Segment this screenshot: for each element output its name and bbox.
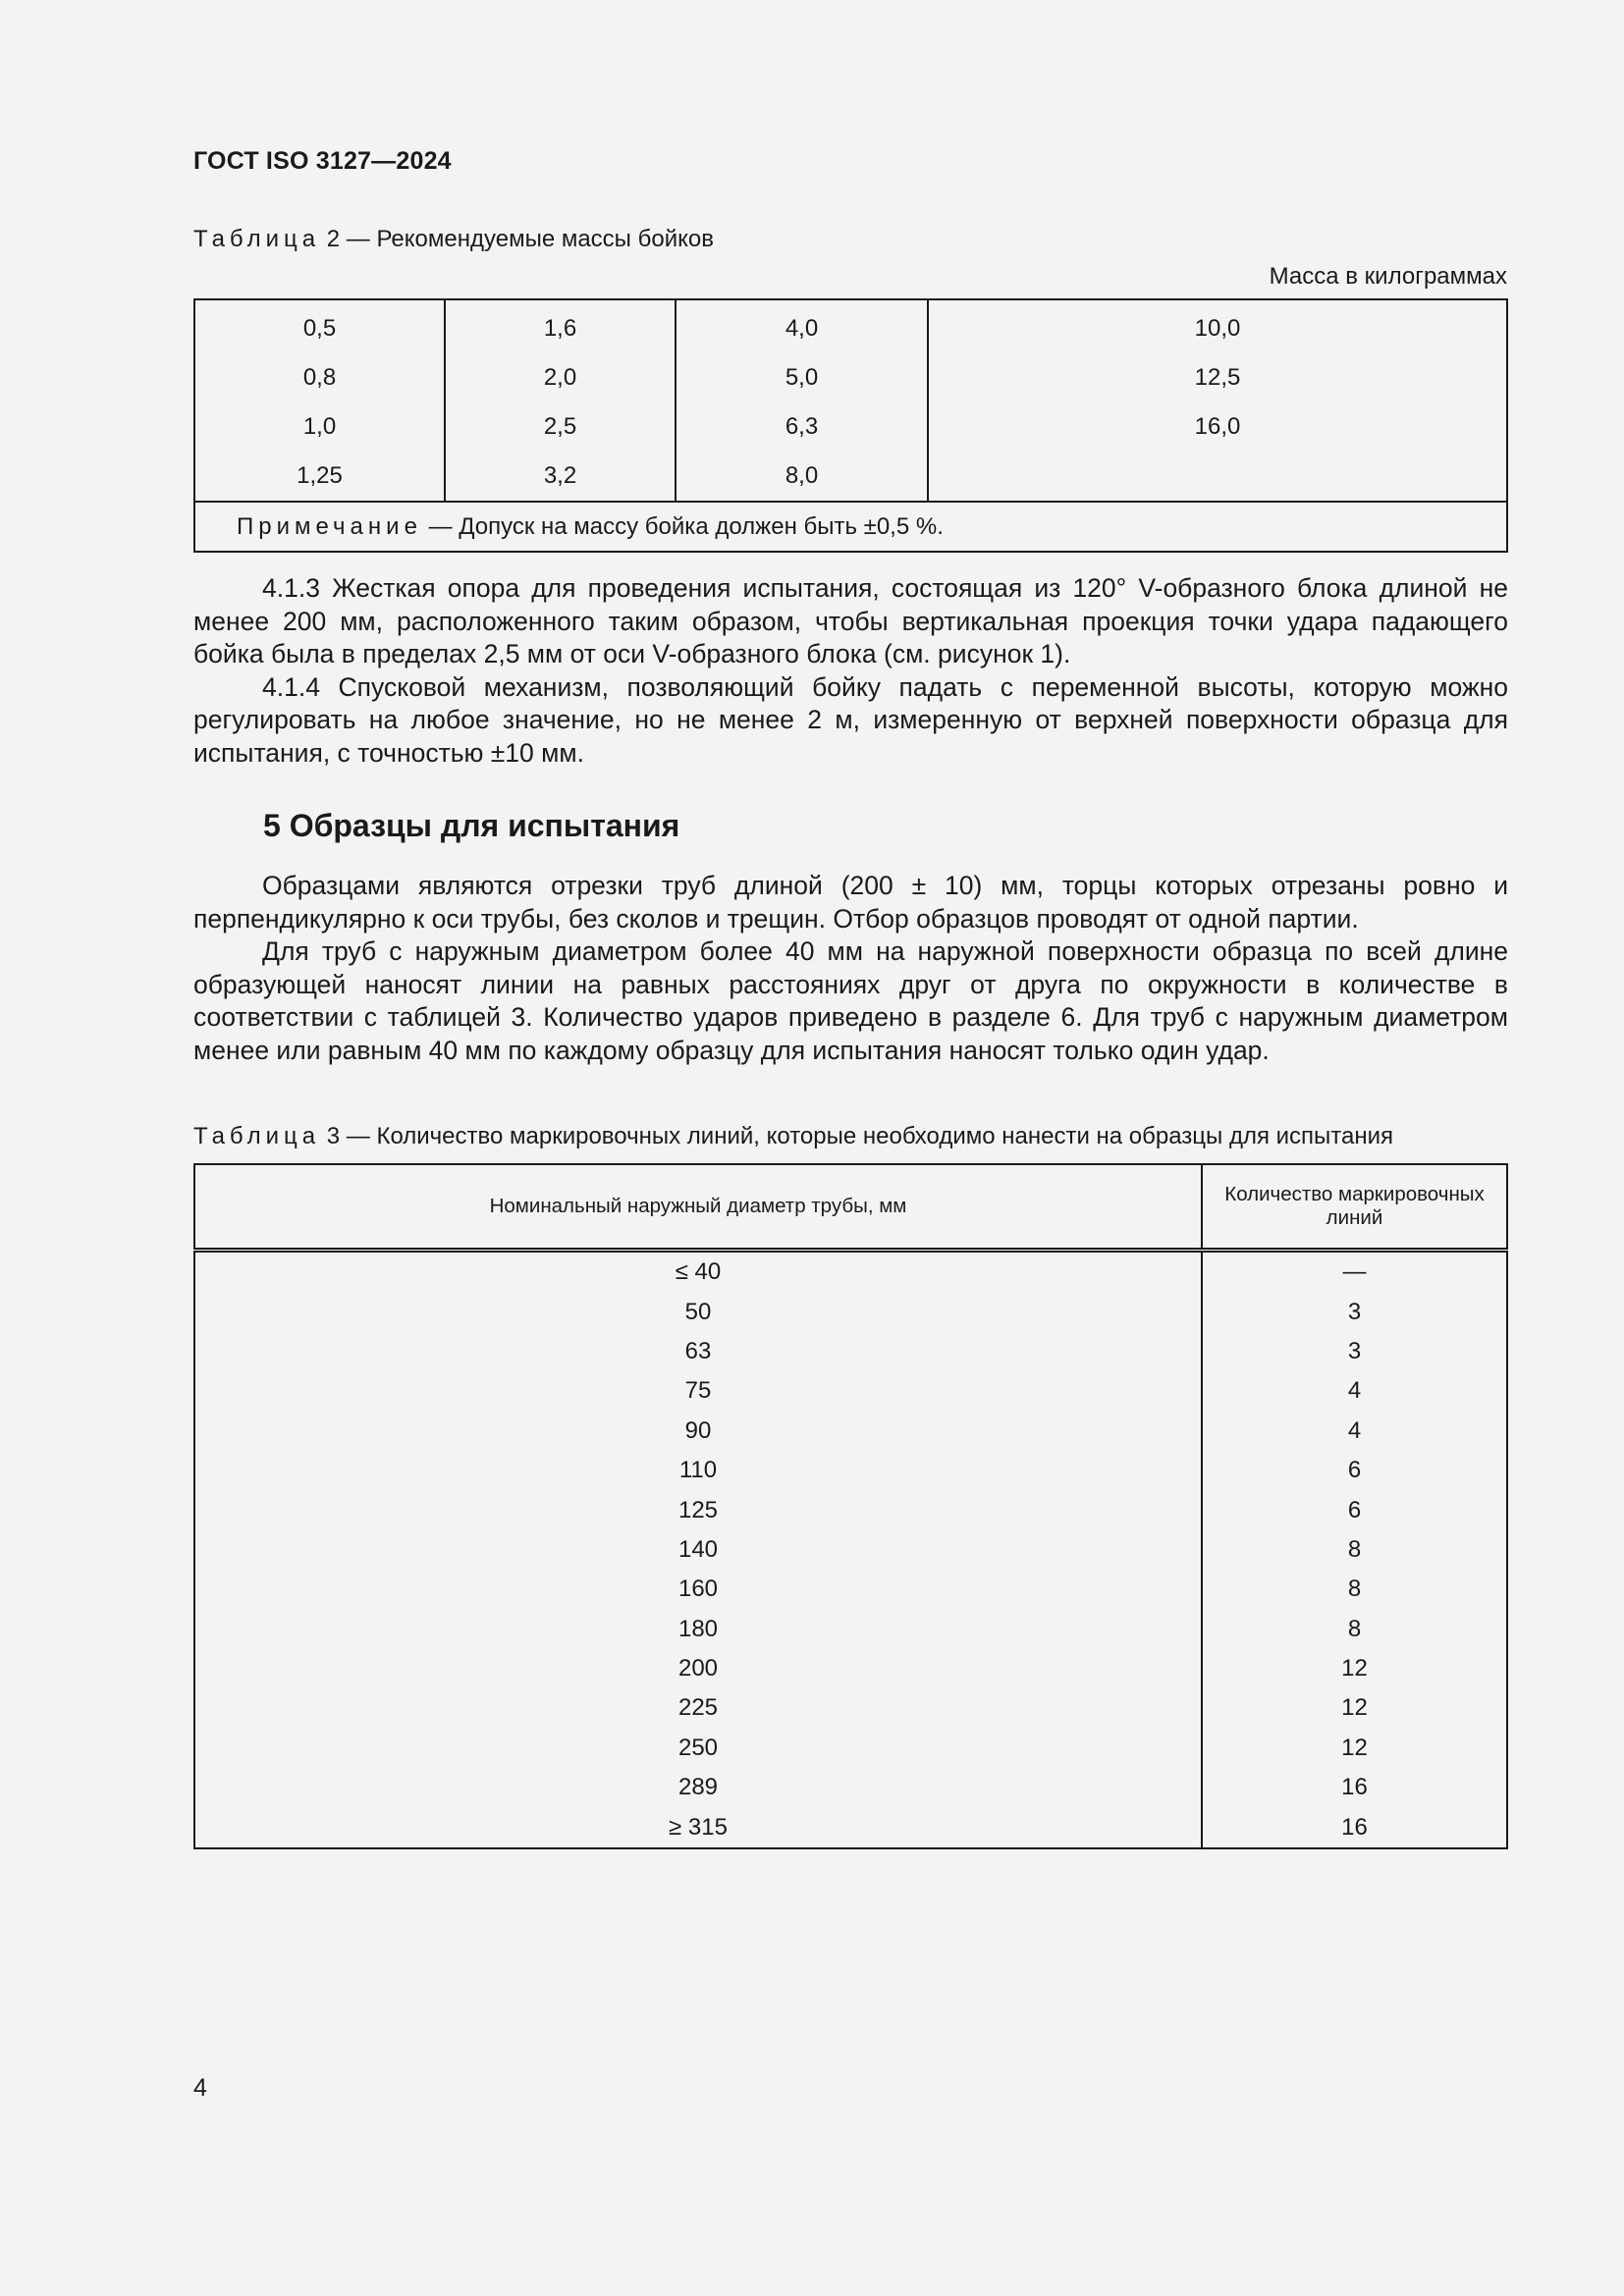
table-row (194, 1332, 1507, 1371)
table-cell: 250 (677, 1734, 719, 1761)
table-cell: 0,5 (302, 315, 337, 342)
table-cell: 1,25 (297, 462, 343, 489)
table3-header-diameter: Номинальный наружный диаметр трубы, мм (194, 1164, 1202, 1251)
table3-header-row (194, 1164, 1507, 1251)
table2-caption-label: Таблица (193, 226, 321, 252)
table-cell: 225 (677, 1694, 719, 1722)
table-cell: 8 (1202, 1610, 1507, 1649)
table-cell: 12 (1202, 1688, 1507, 1728)
table-row (194, 1490, 1507, 1529)
section-5-paragraph-1: Образцами являются отрезки труб длиной (200 ± 10) мм, торцы которых отрезаны ровно и перпендикулярно к оси трубы, без сколов и трещин. Отбор образцов проводят от одной партии. (193, 871, 1508, 934)
table-row (194, 452, 1507, 502)
table-cell: 0,8 (302, 364, 337, 391)
table-cell: 6 (1202, 1451, 1507, 1490)
table-cell: 1,6 (445, 299, 676, 353)
table2-note-row (194, 502, 1507, 552)
clause-4-1-3: 4.1.3 Жесткая опора для проведения испытания, состоящая из 120° V-образного блока длиной не менее 200 мм, расположенного таким образом, чтобы вертикальная проекция точки удара падающего бойка была в пределах 2,5 мм от оси V-образного блока (см. рисунок 1). (193, 573, 1508, 668)
table3-body (194, 1251, 1507, 1848)
table-row (194, 1688, 1507, 1728)
table-cell: 4 (1202, 1412, 1507, 1451)
table-cell: 2,0 (445, 353, 676, 402)
table-row (194, 1451, 1507, 1490)
table-cell: 110 (678, 1457, 718, 1484)
table-row (194, 1768, 1507, 1807)
table2-note-label: Примечание (237, 512, 422, 540)
table-cell: 6 (1202, 1490, 1507, 1529)
table-cell: 180 (677, 1615, 719, 1642)
table-cell: 12,5 (928, 353, 1507, 402)
table-row (194, 1570, 1507, 1609)
table-cell: 16 (1202, 1807, 1507, 1847)
table-cell: ≥ 315 (669, 1813, 728, 1841)
table-cell: 8 (1202, 1530, 1507, 1570)
page-number: 4 (193, 2074, 207, 2102)
table2-body (194, 299, 1507, 502)
table-row (194, 1412, 1507, 1451)
table-cell: — (1202, 1251, 1507, 1293)
table3-caption (193, 1123, 1393, 1150)
table-row (194, 299, 1507, 353)
table2-striker-masses (193, 298, 1508, 553)
section-5-heading: 5 Образцы для испытания (263, 808, 680, 843)
table-cell: 5,0 (676, 353, 928, 402)
table2-units: Масса в килограммах (1269, 263, 1507, 290)
table-cell: 1,0 (302, 413, 337, 440)
table-cell: 8 (1202, 1570, 1507, 1609)
table3-caption-text: 3 — Количество маркировочных линий, которые необходимо нанести на образцы для испытания (320, 1123, 1394, 1149)
table-row (194, 1649, 1507, 1688)
table-row (194, 353, 1507, 402)
section-5-paragraph-2: Для труб с наружным диаметром более 40 мм на наружной поверхности образца по всей длине образующей наносят линии на равных расстояниях друг от друга по окружности в количестве в соответствии с таблицей 3. Количество ударов приведено в разделе 6. Для труб с наружным диаметром менее или равным 40 мм по каждому образцу для испытания наносят только один удар. (193, 936, 1508, 1065)
table3-header-lines: Количество маркировочных линий (1202, 1164, 1507, 1251)
table-row (194, 402, 1507, 452)
table-cell (928, 452, 1507, 502)
table-cell: 12 (1202, 1649, 1507, 1688)
table-row (194, 1371, 1507, 1411)
table-cell: 4,0 (676, 299, 928, 353)
table3-marking-lines (193, 1163, 1508, 1849)
table-cell: 63 (684, 1337, 712, 1364)
document-designation: ГОСТ ISO 3127—2024 (193, 147, 452, 175)
table-cell: 6,3 (676, 402, 928, 452)
table-cell: 10,0 (928, 299, 1507, 353)
table-row (194, 1530, 1507, 1570)
table-cell: 8,0 (676, 452, 928, 502)
table2-caption-text: 2 — Рекомендуемые массы бойков (320, 226, 714, 252)
clause-4-1-4: 4.1.4 Спусковой механизм, позволяющий бойку падать с переменной высоты, которую можно регулировать на любое значение, но не менее 2 м, измеренную от верхней поверхности образца для испытания, с точностью ±10 мм. (193, 671, 1508, 768)
table-row (194, 1610, 1507, 1649)
table-cell: 16 (1202, 1768, 1507, 1807)
table-cell: 140 (677, 1535, 719, 1563)
table-cell: 200 (677, 1655, 719, 1682)
table-cell: 90 (684, 1416, 712, 1444)
table-row (194, 1292, 1507, 1331)
table-cell: 3 (1202, 1292, 1507, 1331)
table-cell: 4 (1202, 1371, 1507, 1411)
table-cell: 12 (1202, 1729, 1507, 1768)
table-row (194, 1729, 1507, 1768)
section-5-text (193, 870, 1508, 1067)
table-row (194, 1807, 1507, 1847)
table-cell: 2,5 (445, 402, 676, 452)
table-row (194, 1251, 1507, 1293)
table-cell: 75 (684, 1377, 712, 1405)
clauses-4-1 (193, 572, 1508, 770)
table2-note (194, 502, 1507, 552)
table2-caption (193, 226, 714, 253)
table3-caption-label: Таблица (193, 1123, 321, 1149)
table-cell: 289 (677, 1774, 719, 1801)
table2-note-text: — Допуск на массу бойка должен быть ±0,5 %. (421, 512, 944, 540)
table-cell: 3,2 (445, 452, 676, 502)
table-cell: 3 (1202, 1332, 1507, 1371)
table-cell: ≤ 40 (675, 1258, 722, 1286)
table-cell: 125 (677, 1496, 719, 1523)
table-cell: 160 (677, 1575, 719, 1603)
table-cell: 50 (684, 1298, 712, 1325)
table-cell: 16,0 (928, 402, 1507, 452)
